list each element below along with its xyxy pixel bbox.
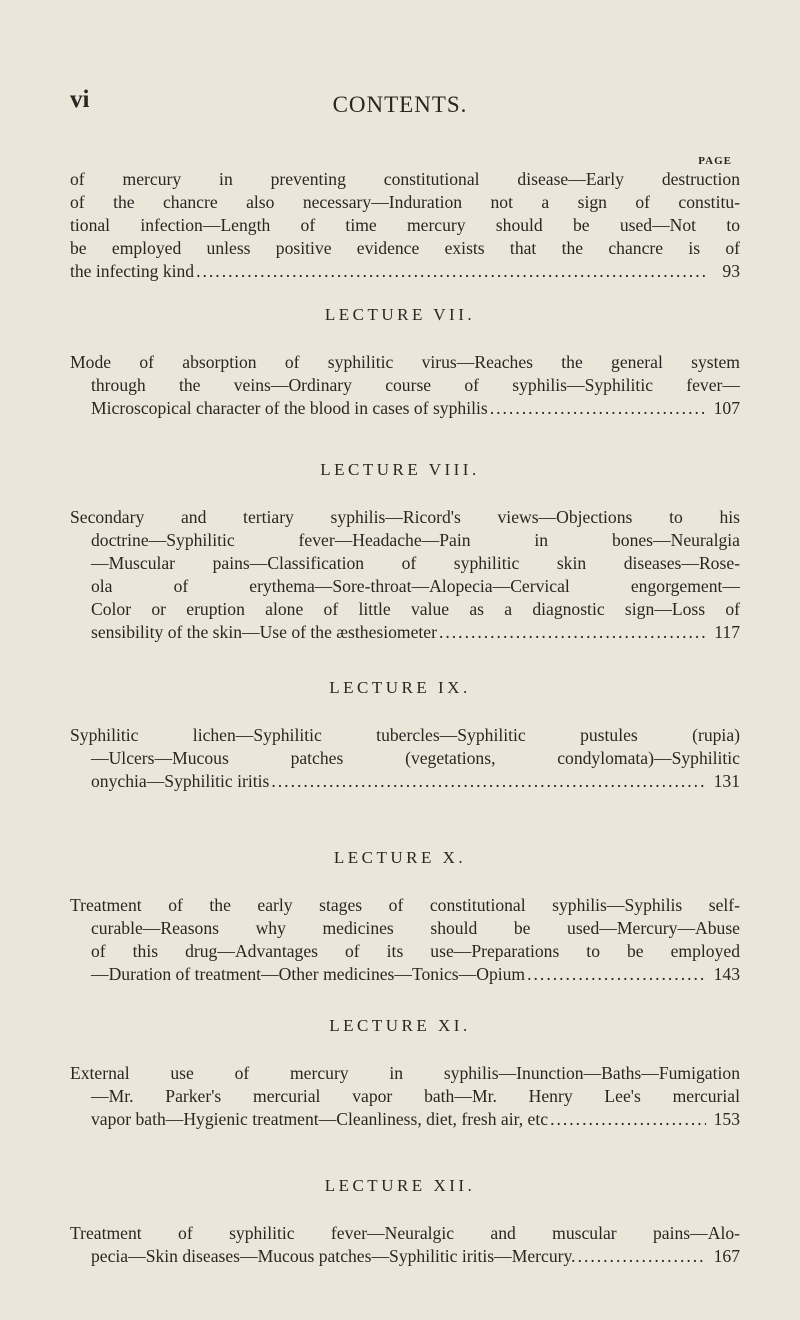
page-number: 93 (722, 261, 740, 281)
entry-line: External use of mercury in syphilis—Inunction—Baths—Fumigation (70, 1063, 740, 1083)
toc-entry (70, 506, 740, 644)
page-number: 131 (713, 771, 740, 791)
entry-line: through the veins—Ordinary course of syphilis—Syphilitic fever— (91, 375, 740, 395)
lecture-heading: LECTURE VIII. (320, 460, 480, 479)
entry-line: Treatment of syphilitic fever—Neuralgic and muscular pains—Alo- (70, 1223, 740, 1243)
entry-line: —Duration of treatment—Other medicines—Tonics—Opium (91, 964, 526, 984)
toc-entry (70, 894, 740, 986)
dot-leader (578, 1245, 706, 1268)
lecture-heading: LECTURE IX. (329, 678, 471, 697)
toc-entry (70, 351, 740, 420)
page-column-label: PAGE (698, 155, 732, 167)
entry-last-line (70, 1108, 740, 1131)
toc-entry (70, 724, 740, 793)
entry-line: pecia—Skin diseases—Mucous patches—Syphilitic iritis—Mercury. (91, 1246, 576, 1266)
running-head: CONTENTS. (332, 92, 468, 117)
entry-line: Treatment of the early stages of constitutional syphilis—Syphilis self- (70, 895, 740, 915)
entry-line: the infecting kind (70, 261, 195, 281)
entry-line: ola of erythema—Sore-throat—Alopecia—Cervical engorgement— (91, 576, 740, 596)
entry-line: of this drug—Advantages of its use—Preparations to be employed (91, 941, 740, 961)
entry-last-line (70, 963, 740, 986)
lecture-heading: LECTURE X. (333, 848, 467, 867)
page-number: 143 (713, 964, 740, 984)
entry-line: Microscopical character of the blood in cases of syphilis (91, 398, 488, 418)
dot-leader (490, 397, 706, 420)
entry-line: doctrine—Syphilitic fever—Headache—Pain in bones—Neuralgia (91, 530, 740, 550)
entry-line: —Ulcers—Mucous patches (vegetations, condylomata)—Syphilitic (91, 748, 740, 768)
entry-line: be employed unless positive evidence exists that the chancre is of (70, 238, 740, 258)
page-number: 107 (713, 398, 740, 418)
entry-line: vapor bath—Hygienic treatment—Cleanliness, diet, fresh air, etc (91, 1109, 549, 1129)
dot-leader (271, 770, 706, 793)
entry-last-line (70, 260, 740, 283)
entry-line: Secondary and tertiary syphilis—Ricord's views—Objections to his (70, 507, 740, 527)
dot-leader (527, 963, 706, 986)
entry-line: curable—Reasons why medicines should be used—Mercury—Abuse (91, 918, 740, 938)
entry-last-line (70, 770, 740, 793)
page-folio: vi (70, 86, 90, 113)
lecture-heading: LECTURE XII. (324, 1176, 476, 1195)
entry-line: Color or eruption alone of little value as a diagnostic sign—Loss of (91, 599, 740, 619)
lecture-heading: LECTURE VII. (324, 305, 476, 324)
page-number: 117 (714, 622, 740, 642)
page-number: 153 (713, 1109, 740, 1129)
toc-entry (70, 168, 740, 283)
dot-leader (196, 260, 706, 283)
entry-line: of mercury in preventing constitutional disease—Early destruction (70, 169, 740, 189)
entry-line: —Mr. Parker's mercurial vapor bath—Mr. Henry Lee's mercurial (91, 1086, 740, 1106)
lecture-heading: LECTURE XI. (329, 1016, 471, 1035)
entry-line: tional infection—Length of time mercury should be used—Not to (70, 215, 740, 235)
entry-line: Syphilitic lichen—Syphilitic tubercles—Syphilitic pustules (rupia) (70, 725, 740, 745)
page-number: 167 (713, 1246, 740, 1266)
entry-last-line (70, 1245, 740, 1268)
entry-line: of the chancre also necessary—Induration not a sign of constitu- (70, 192, 740, 212)
entry-line: Mode of absorption of syphilitic virus—Reaches the general system (70, 352, 740, 372)
entry-last-line (70, 397, 740, 420)
entry-last-line (70, 621, 740, 644)
toc-entry (70, 1062, 740, 1131)
dot-leader (439, 621, 706, 644)
toc-entry (70, 1222, 740, 1268)
entry-line: onychia—Syphilitic iritis (91, 771, 270, 791)
entry-line: —Muscular pains—Classification of syphilitic skin diseases—Rose- (91, 553, 740, 573)
entry-line: sensibility of the skin—Use of the æsthesiometer (91, 622, 437, 642)
dot-leader (550, 1108, 706, 1131)
